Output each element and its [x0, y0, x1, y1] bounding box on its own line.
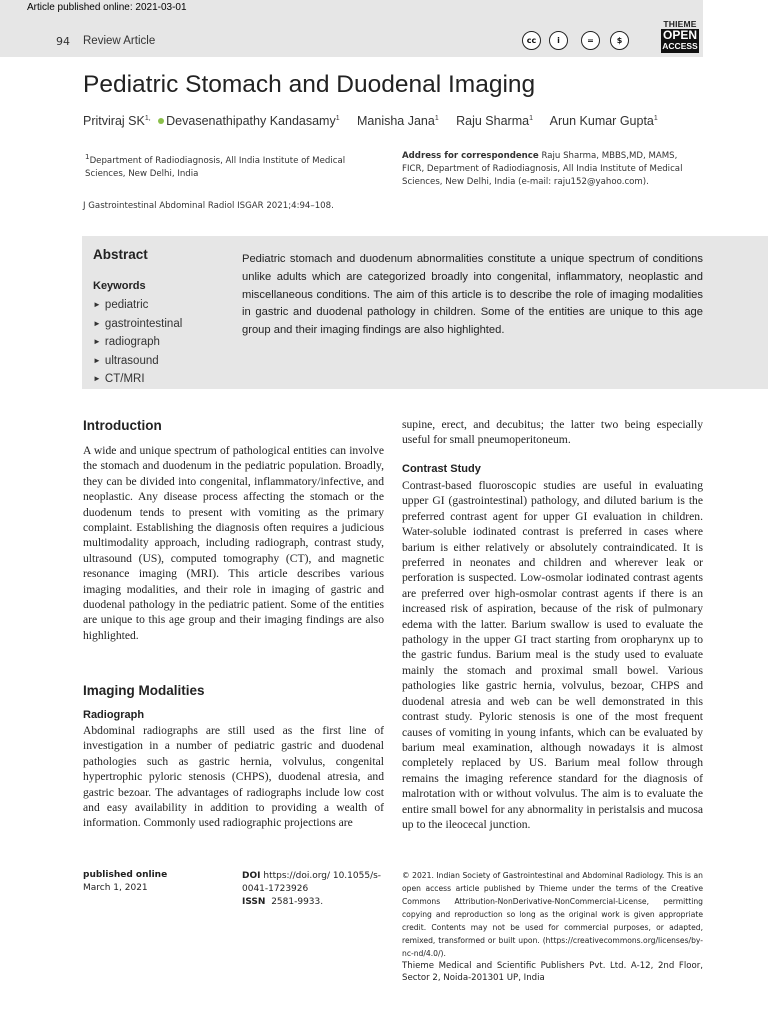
page-number: 94	[56, 35, 70, 48]
published-online-note: Article published online: 2021-03-01	[27, 2, 187, 13]
journal-citation: J Gastrointestinal Abdominal Radiol ISGAR 2021;4:94–108.	[83, 201, 334, 211]
publisher-address: Thieme Medical and Scientific Publishers Pvt. Ltd. A-12, 2nd Floor, Sector 2, Noida-201301 UP, India	[402, 961, 703, 983]
contrast-study-heading: Contrast Study	[402, 463, 481, 475]
cc-icon: cc	[522, 31, 541, 50]
article-title: Pediatric Stomach and Duodenal Imaging	[83, 71, 536, 98]
copyright-notice: © 2021. Indian Society of Gastrointestinal and Abdominal Radiology. This is an open access article published by Thieme under the terms of the Creative Commons Attribution-NonDerivative-NonCommercial-License, permitting copying and reproduction so long as the original work is given appropriate credit. Contents may not be used for commercial purposes, or adapted, remixed, transformed or built upon. (https://creativecommons.org/licenses/by-nc-nd/4.0/). Thieme Medical and Scientific Publishers Pvt. Ltd. A-12, 2nd Floor, Sector 2, Noida-201301 UP, India	[402, 871, 703, 983]
introduction-heading: Introduction	[83, 418, 162, 433]
orcid-icon[interactable]	[158, 118, 164, 124]
section-label: Review Article	[83, 35, 156, 47]
doi-link[interactable]: https://doi.org/ 10.1055/s-0041-1723926	[242, 871, 382, 894]
author-name: Arun Kumar Gupta	[549, 114, 654, 128]
nd-icon: =	[581, 31, 600, 50]
nc-icon: $	[610, 31, 629, 50]
contrast-study-text: Contrast-based fluoroscopic studies are useful in evaluating upper GI (gastrointestinal) pathology, and diluted barium is the preferred contrast agent for upper GI evaluation in children. Water-soluble iodinated contrast is preferred in cases where barium is either relatively or absolutely contraindicated. It is preferred in neonates and children and wherever leak or perforation is suspected. Low-osmolar iodinated contrast agents are preferred over high-osmolar contrast agents if there is an increased risk of aspiration, because of the risk of pulmonary edema with the latter. Barium swallow is used to evaluate the pathology in the upper GI tract starting from oropharynx up to the gastric fundus. Barium meal is the study used to evaluate mainly the stomach and proximal small bowel. Various pathologies like gastric hernia, volvulus, bezoar, CHPS and duodenal atresia and web can be well demonstrated in this contrast study. Pyloric stenosis is one of the most frequent causes of vomiting in young infants, which can be evaluated by barium meal examination, although nowadays it is almost completely replaced by US. Barium meal follow through remains the imaging reference standard for the diagnosis of malrotation with or without volvulus. The aim is to evaluate the entire small bowel for any abnormality in peristalsis and mucosa up to the ileocecal junction.	[402, 479, 703, 831]
keyword-item: ► CT/MRI	[93, 370, 182, 389]
abstract-heading: Abstract	[93, 247, 148, 262]
radiograph-text: Abdominal radiographs are still used as the first line of investigation in a number of pediatric gastric and duodenal pathologies such as gastric hernia, volvulus, congenital hypertrophic pyloric stenosis (CHPS), duodenal atresia, and gastric bezoar. The advantages of radiographs include low cost and easy availability in addition to providing a wealth of information. Commonly used radiographic projections are	[83, 724, 384, 830]
author-list: Pritviraj $SK^{1,}$ Devasenathipathy Kandasamy$^1$ Manisha Jana$^1$ Raju Sharma$^1$ Arun Kumar Gupta$^1$	[83, 114, 658, 128]
imaging-modalities-heading: Imaging Modalities	[83, 683, 205, 698]
affiliation: $^1$Department of Radiodiagnosis, All India Institute of Medical Sciences, New Delhi, India	[85, 152, 346, 179]
introduction-text: A wide and unique spectrum of pathological entities can involve the stomach and duodenum in the pediatric population. Broadly, they can be divided into congenital, inflammatory/infective, and neoplastic. Any disease process affecting the stomach or the duodenum tends to present with vomiting as the primary complaint. Establishing the diagnosis often requires a judicious multimodality approach, including radiograph, contrast study, ultrasound (US), computed tomography (CT), and magnetic resonance imaging (MRI). This article describes various imaging modalities, and their role in imaging of gastric and duodenal pathology in the pediatric patient. Some of the entities are unique to this age group and their imaging findings are also highlighted.	[83, 444, 384, 642]
radiograph-text-continued: supine, erect, and decubitus; the latter two being especially useful for small pneumoperitoneum.	[402, 418, 703, 447]
open-access-logo	[661, 29, 699, 53]
correspondence: Address for correspondence Raju Sharma, MBBS,MD, MAMS, FICR, Department of Radiodiagnosis, All India Institute of Medical Sciences, New Delhi, India (e-mail: raju152@yahoo.com).	[402, 151, 683, 187]
author-name: Pritviraj SK	[83, 114, 145, 128]
keyword-item: ► ultrasound	[93, 352, 182, 371]
doi-block: DOI https://doi.org/ 10.1055/s-0041-1723926 ISSN 2581-9933.	[242, 871, 382, 907]
keyword-item: ► radiograph	[93, 333, 182, 352]
author-name: Manisha Jana	[357, 114, 435, 128]
open-label: OPEN	[662, 28, 697, 42]
keywords-heading: Keywords	[93, 280, 146, 292]
published-online-label: published online	[83, 870, 168, 880]
author-name: Raju Sharma	[456, 114, 530, 128]
by-icon: i	[549, 31, 568, 50]
abstract-text: Pediatric stomach and duodenum abnormalities constitute a unique spectrum of conditions unlike adults which are categorized broadly into congenital, inflammatory, neoplastic and miscellaneous conditions. The aim of this article is to describe the role of imaging modalities in gastric and duodenal pathology in children. Some of the entities are unique to this age group and their imaging findings are also highlighted.	[242, 253, 703, 337]
keyword-item: ► gastrointestinal	[93, 315, 182, 334]
keyword-list	[93, 296, 182, 389]
published-date: March 1, 2021	[83, 883, 148, 893]
radiograph-heading: Radiograph	[83, 709, 145, 721]
thieme-logo-label: THIEME	[663, 19, 697, 29]
keyword-item: ► pediatric	[93, 296, 182, 315]
author-name: Devasenathipathy Kandasamy	[166, 114, 336, 128]
access-label: ACCESS	[662, 41, 698, 51]
